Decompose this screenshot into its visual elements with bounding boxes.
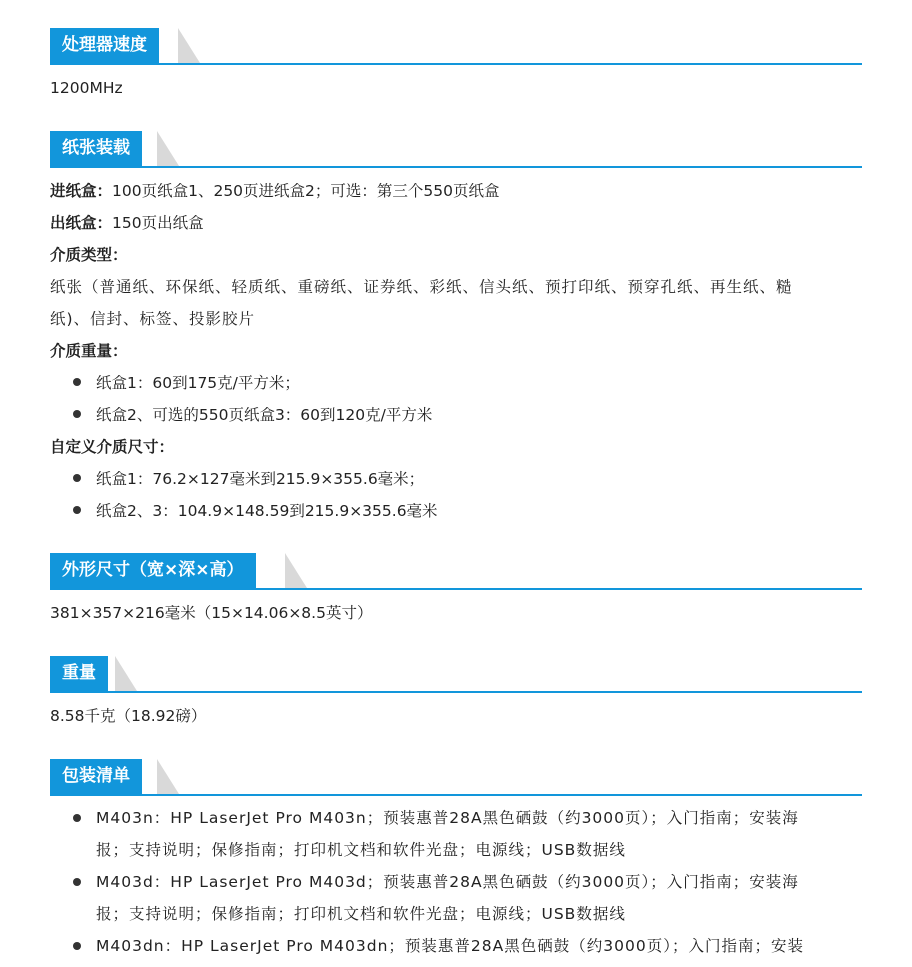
custom-size-label: 自定义介质尺寸： [50, 438, 175, 456]
output-tray-value: 150页出纸盒 [112, 214, 204, 232]
section-header-paper [50, 130, 862, 168]
input-tray-value: 100页纸盒1、250页进纸盒2；可选：第三个550页纸盒 [112, 182, 500, 200]
section-title: 重量 [50, 656, 108, 691]
bullet-dot [73, 942, 81, 950]
section-header-weight [50, 655, 862, 693]
title-tail-decoration [178, 28, 200, 63]
bullet-dot [73, 506, 81, 514]
media-type-value-continued: 纸)、信封、标签、投影胶片 [50, 310, 256, 328]
list-item: M403dn：HP LaserJet Pro M403dn；预装惠普28A黑色硒鼓（约3000页）；入门指南；安装 [96, 937, 804, 955]
section-header-dimensions [50, 552, 862, 590]
title-tail-decoration [285, 553, 307, 588]
section-title: 纸张装载 [50, 131, 142, 166]
title-tail-decoration [115, 656, 137, 691]
input-tray-label: 进纸盒： [50, 182, 113, 200]
bullet-dot [73, 878, 81, 886]
media-weight-label: 介质重量： [50, 342, 128, 360]
media-type-label: 介质类型： [50, 246, 128, 264]
list-item: 纸盒1：60到175克/平方米； [96, 374, 300, 392]
list-item: 纸盒1：76.2×127毫米到215.9×355.6毫米； [96, 470, 425, 488]
section-title: 处理器速度 [50, 28, 159, 63]
list-item-continued: 报；支持说明；保修指南；打印机文档和软件光盘；电源线；USB数据线 [96, 905, 626, 923]
bullet-dot [73, 410, 81, 418]
title-tail-decoration [157, 131, 179, 166]
processor-speed-value: 1200MHz [50, 79, 123, 97]
list-item: M403n：HP LaserJet Pro M403n；预装惠普28A黑色硒鼓（约3000页）；入门指南；安装海 [96, 809, 799, 827]
bullet-dot [73, 378, 81, 386]
list-item-continued: 报；支持说明；保修指南；打印机文档和软件光盘；电源线；USB数据线 [96, 841, 626, 859]
bullet-dot [73, 474, 81, 482]
section-title: 包装清单 [50, 759, 142, 794]
list-item: 纸盒2、可选的550页纸盒3：60到120克/平方米 [96, 406, 433, 424]
section-header-processor [50, 27, 862, 65]
weight-value: 8.58千克（18.92磅） [50, 707, 207, 725]
list-item: 纸盒2、3：104.9×148.59到215.9×355.6毫米 [96, 502, 438, 520]
input-tray-line [50, 175, 862, 207]
section-title: 外形尺寸（宽×深×高） [50, 553, 256, 588]
section-header-package [50, 758, 862, 796]
media-type-value: 纸张（普通纸、环保纸、轻质纸、重磅纸、证券纸、彩纸、信头纸、预打印纸、预穿孔纸、再生纸、糙 [50, 278, 793, 296]
output-tray-label: 出纸盒： [50, 214, 113, 232]
output-tray-line [50, 207, 862, 239]
bullet-dot [73, 814, 81, 822]
title-tail-decoration [157, 759, 179, 794]
list-item: M403d：HP LaserJet Pro M403d；预装惠普28A黑色硒鼓（约3000页）；入门指南；安装海 [96, 873, 799, 891]
dimensions-value: 381×357×216毫米（15×14.06×8.5英寸） [50, 604, 373, 622]
